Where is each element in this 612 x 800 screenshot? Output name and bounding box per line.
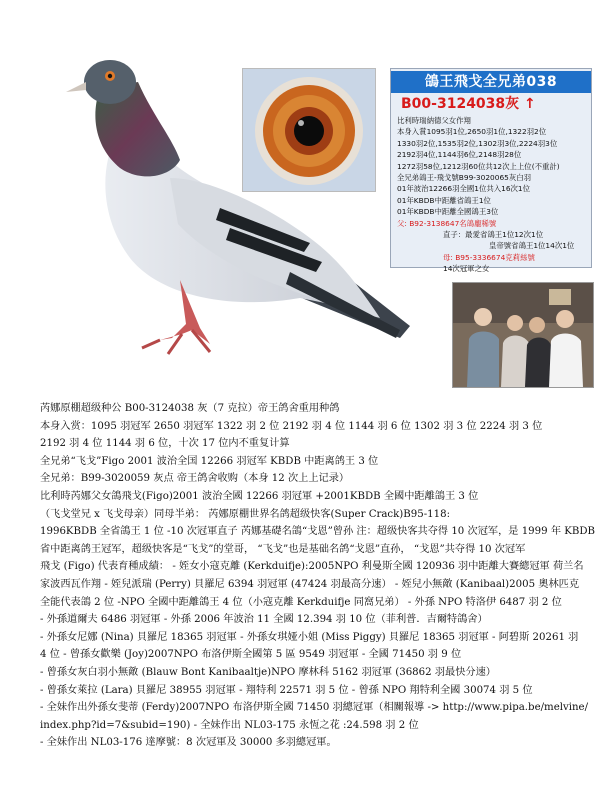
pedigree-line: 14次冠軍之女: [443, 264, 490, 274]
pedigree-line: 本身入賞1095羽1位,2650羽1位,1322羽2位: [397, 127, 547, 137]
text-line: 全兄弟“飞戈”Figo 2001 波治全国 12266 羽冠军 KBDB 中距离鸽王 3 位: [40, 455, 379, 467]
pedigree-line: 母: B95-3336674克莉絲號: [443, 252, 535, 262]
ring-number: [401, 95, 536, 113]
pedigree-info-card: [390, 68, 592, 274]
text-line: - 曾孫女萊拉 (Lara) 貝羅尼 38955 羽冠軍 - 翔特利 22571 羽 5 位 - 曾孫 NPO 翔特利全國 30074 羽 5 位: [40, 684, 533, 696]
pedigree-line: 皇帝號省鴿王1位14次1位: [489, 241, 575, 251]
text-line: - 外孫道爾夫 6486 羽冠軍 - 外孫 2006 年波治 11 全國 12.394 羽 10 位（菲利普．吉爾特鴿舍）: [40, 614, 488, 626]
text-line: 芮娜原棚超级种公 B00-3124038 灰（7 克拉）帝王鸽舍重用种鸽: [40, 403, 340, 414]
text-line: - 曾孫女灰白羽小無敵 (Blauw Bont Kanibaaltje)NPO 摩林科 5162 羽冠軍 (36862 羽最快分速）: [40, 666, 496, 678]
text-line: 比利時芮娜父女鴿飛戈(Figo)2001 波治全國 12266 羽冠軍 +2001KBDB 全國中距離鴿王 3 位: [40, 490, 479, 502]
text-line: - 全妹作出 NL03-176 達摩號：8 次冠軍及 30000 多羽總冠軍。: [40, 737, 337, 749]
card-title: 鴿王飛戈全兄弟038: [391, 71, 591, 93]
text-line: 飛戈 (Figo) 代表育種成績： - 姪女小寇克離 (Kerkduifje):2005NPO 利曼斯全國 120936 羽中距離大賽總冠軍 荷兰名: [40, 561, 584, 573]
text-line: 全能代表鴿 2 位 -NPO 全國中距離鴿王 4 位（小寇克離 Kerkduifje 同窩兄弟） - 外孫 NPO 特洛伊 6487 羽 2 位: [40, 596, 562, 608]
text-line: 1996KBDB 全省鴿王 1 位 -10 次冠軍直子 芮娜基礎名鴿“戈恩”曾孙 注：超级快客共夺得 10 次冠军，是 1999 年 KBDB: [40, 526, 596, 538]
up-arrow-icon: ↑: [524, 96, 536, 112]
pedigree-line: 1272羽58位,1212羽60位共12次上上位(不重計): [397, 161, 560, 171]
eye-photo: [242, 68, 376, 192]
pedigree-line: 01年KBDB中距離省鴿王1位: [397, 195, 491, 205]
pedigree-line: 父: B92-3138647名鴿龐稀號: [397, 218, 497, 228]
text-line: 省中距离鸽王冠军，超级快客是“飞戈”的堂哥， “飞戈”也是基础名鸽“戈恩”直孙， “戈恩”共夺得 10 次冠军: [40, 543, 526, 555]
text-line: （飞戈堂兄 x 飞戈母亲）同母半弟： 芮娜原棚世界名鸽超级快客(Super Crack)B95-118:: [40, 508, 451, 520]
ring-number-text: B00-3124038灰: [401, 96, 520, 112]
text-line: - 全妹作出外孫女斐蒂 (Ferdy)2007NPO 布洛伊斯全國 71450 羽總冠軍（相關報導 -> http://www.pipa.be/melvine/: [40, 702, 589, 714]
text-line: 4 位 - 曾孫女歡樂 (Joy)2007NPO 布洛伊斯全國第 5 區 9549 羽冠軍 - 全國 71450 羽 9 位: [40, 649, 462, 661]
pedigree-line: 1330羽2位,1535羽2位,1302羽3位,2224羽3位: [397, 138, 558, 148]
text-line: index.php?id=7&subid=190) - 全妹作出 NL03-175 永恆之花 :24.598 羽 2 位: [40, 719, 419, 731]
pedigree-line: 比利時瑞納德父女作翔: [397, 116, 471, 125]
owners-photo: [452, 282, 594, 388]
text-line: 家波西瓦作翔 - 姪兒派瑞 (Perry) 貝羅尼 6394 羽冠軍 (47424 羽最高分速） - 姪兒小無敵 (Kanibaal)2005 奧林匹克: [40, 578, 580, 590]
pedigree-line: 01年波治12266羽全國1位共入16次1位: [397, 184, 531, 194]
pedigree-lines: [397, 115, 591, 275]
pedigree-line: 直子：最愛省鴿王1位12次1位: [443, 230, 544, 240]
text-line: - 外孫女尼娜 (Nina) 貝羅尼 18365 羽冠軍 - 外孫女琪娅小姐 (Miss Piggy) 貝羅尼 18365 羽冠軍 - 阿碧斯 20261 羽: [40, 631, 579, 643]
description-text: [40, 400, 596, 752]
pedigree-line: 全兄弟鴿王-飛戈號B99-3020065灰白羽: [397, 173, 532, 183]
text-line: 全兄弟：B99-3020059 灰点 帝王鸽舍收购（本身 12 次上上记录）: [40, 473, 350, 485]
text-line: 本身入赏：1095 羽冠军 2650 羽冠军 1322 羽 2 位 2192 羽 4 位 1144 羽 6 位 1302 羽 3 位 2224 羽 3 位: [40, 420, 543, 432]
pedigree-line: 01年KBDB中距離全國鴿王3位: [397, 207, 499, 217]
text-line: 2192 羽 4 位 1144 羽 6 位，十次 17 位内不重复计算: [40, 438, 290, 450]
pedigree-line: 2192羽4位,1144羽6位,2148羽28位: [397, 150, 522, 160]
